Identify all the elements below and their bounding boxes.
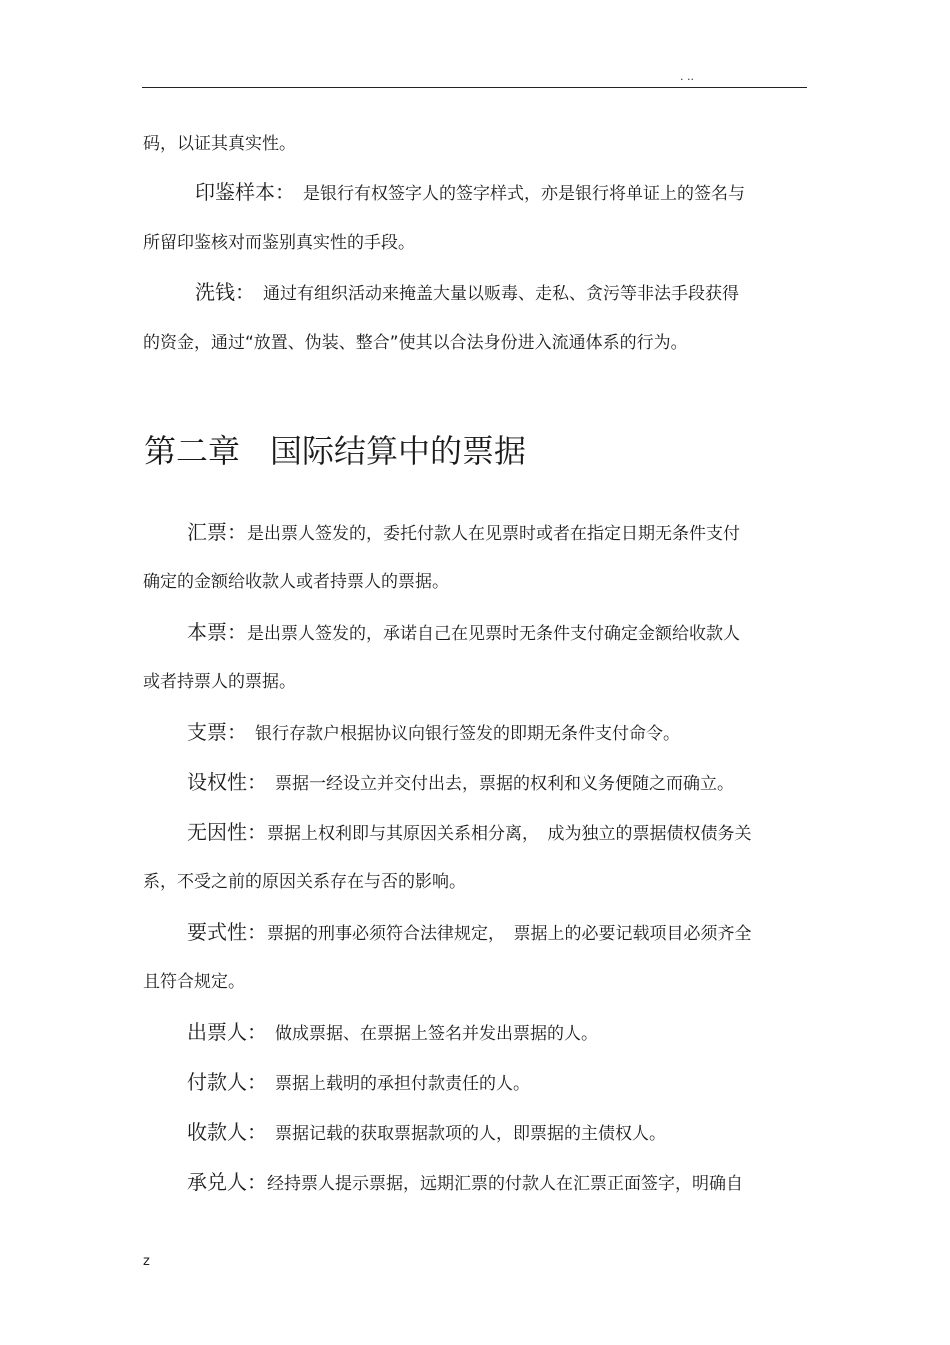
definition-text: 经持票人提示票据，远期汇票的付款人在汇票正面签字，明确自	[267, 1174, 743, 1194]
definition-text: 票据上权利即与其原因关系相分离， 成为独立的票据债权债务关	[267, 824, 752, 844]
definition-text: 是出票人签发的，委托付款人在见票时或者在指定日期无条件支付	[247, 524, 740, 544]
definition-term: 付款人：	[187, 1070, 267, 1094]
definition-term: 要式性：	[187, 920, 267, 944]
definition-text: 票据的刑事必须符合法律规定， 票据上的必要记载项目必须齐全	[267, 924, 752, 944]
paragraph-line: 或者持票人的票据。	[143, 672, 296, 692]
definition-line	[187, 1172, 743, 1194]
definition-term: 印鉴样本：	[195, 180, 295, 204]
definition-term: 无因性：	[187, 820, 267, 844]
definition-text: 通过有组织活动来掩盖大量以贩毒、走私、贪污等非法手段获得	[263, 284, 739, 304]
definition-term: 支票：	[187, 720, 247, 744]
definition-text: 银行存款户根据协议向银行签发的即期无条件支付命令。	[255, 724, 680, 744]
chapter-heading	[144, 432, 526, 470]
paragraph-line: 确定的金额给收款人或者持票人的票据。	[143, 572, 449, 592]
definition-line	[187, 622, 740, 644]
definition-term: 设权性：	[187, 770, 267, 794]
definition-text: 票据记载的获取票据款项的人，即票据的主债权人。	[275, 1124, 666, 1144]
definition-text: 票据上载明的承担付款责任的人。	[275, 1074, 530, 1094]
definition-term: 汇票：	[187, 520, 247, 544]
paragraph-line: 的资金，通过“放置、伪装、整合”使其以合法身份进入流通体系的行为。	[143, 333, 688, 353]
definition-term: 承兑人：	[187, 1170, 267, 1194]
paragraph-line: 系，不受之前的原因关系存在与否的影响。	[143, 872, 466, 892]
paragraph-line: 码，以证其真实性。	[143, 134, 296, 154]
definition-term: 本票：	[187, 620, 247, 644]
definition-line	[187, 772, 734, 794]
header-mark: . ..	[680, 70, 694, 83]
paragraph-line: 且符合规定。	[143, 972, 245, 992]
definition-line	[187, 822, 752, 844]
definition-text: 是出票人签发的，承诺自己在见票时无条件支付确定金额给收款人	[247, 624, 740, 644]
chapter-title: 国际结算中的票据	[270, 432, 527, 470]
definition-term: 洗钱：	[195, 280, 255, 304]
chapter-number: 第二章	[144, 432, 241, 470]
definition-line	[187, 922, 752, 944]
header-divider	[142, 87, 807, 88]
definition-line	[187, 522, 740, 544]
definition-text: 做成票据、在票据上签名并发出票据的人。	[275, 1024, 598, 1044]
definition-text: 是银行有权签字人的签字样式，亦是银行将单证上的签名与	[303, 184, 745, 204]
definition-line	[195, 282, 739, 304]
footer-mark: z	[143, 1254, 150, 1269]
definition-term: 出票人：	[187, 1020, 267, 1044]
definition-line	[187, 722, 680, 744]
definition-term: 收款人：	[187, 1120, 267, 1144]
definition-line	[187, 1122, 666, 1144]
definition-line	[195, 182, 745, 204]
definition-line	[187, 1022, 598, 1044]
definition-line	[187, 1072, 530, 1094]
paragraph-line: 所留印鉴核对而鉴别真实性的手段。	[143, 233, 415, 253]
definition-text: 票据一经设立并交付出去，票据的权利和义务便随之而确立。	[275, 774, 734, 794]
